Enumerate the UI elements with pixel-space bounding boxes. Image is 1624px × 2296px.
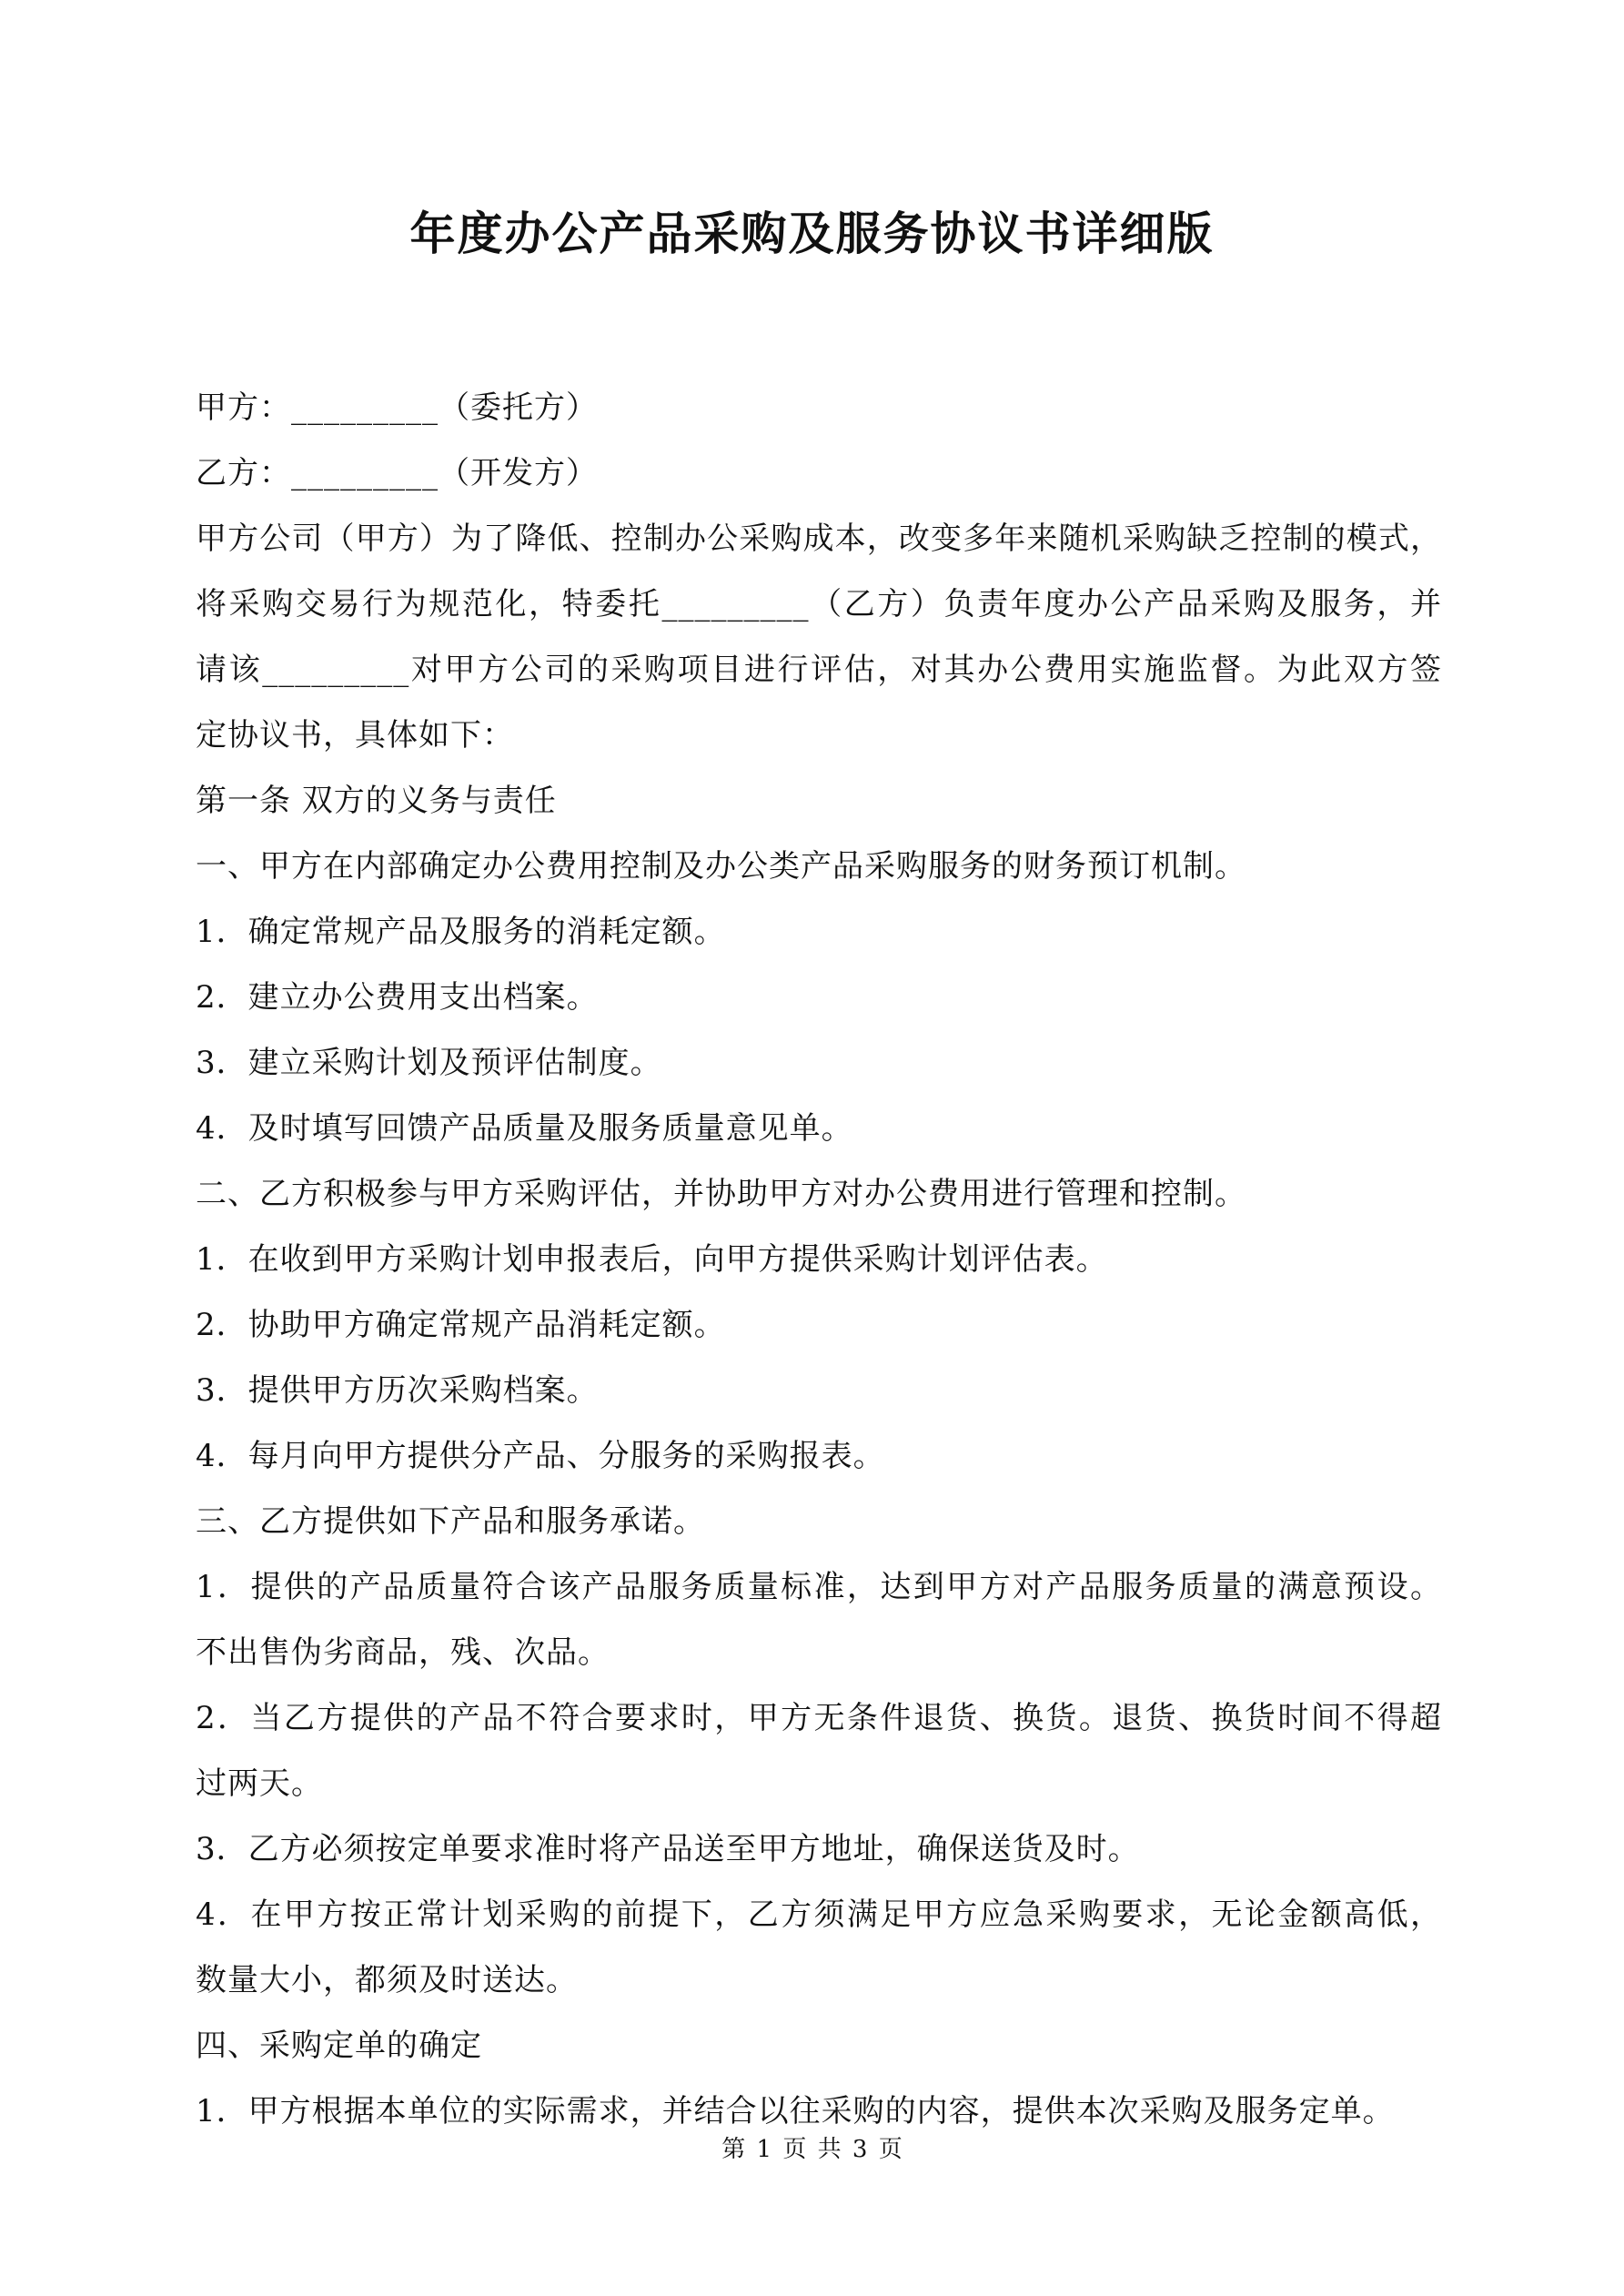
- page-number-footer: 第 1 页 共 3 页: [721, 2136, 903, 2163]
- list-item: 1．在收到甲方采购计划申报表后，向甲方提供采购计划评估表。: [196, 1241, 1108, 1278]
- list-item: 1．确定常规产品及服务的消耗定额。: [196, 914, 726, 950]
- list-item-continuation: 不出售伪劣商品，残、次品。: [196, 1634, 610, 1671]
- section-heading: 一、甲方在内部确定办公费用控制及办公类产品采购服务的财务预订机制。: [196, 848, 1246, 885]
- section-heading: 三、乙方提供如下产品和服务承诺。: [196, 1503, 705, 1540]
- list-item-continuation: 数量大小，都须及时送达。: [196, 1962, 578, 1998]
- party-a-line: 甲方：_________（委托方）: [196, 389, 598, 426]
- document-body: [196, 375, 1442, 2144]
- list-item: 1．甲方根据本单位的实际需求，并结合以往采购的内容，提供本次采购及服务定单。: [196, 2093, 1395, 2129]
- list-item: 2．建立办公费用支出档案。: [196, 979, 599, 1016]
- list-item: 4．每月向甲方提供分产品、分服务的采购报表。: [196, 1438, 885, 1474]
- list-item: 4．在甲方按正常计划采购的前提下，乙方须满足甲方应急采购要求，无论金额高低，: [196, 1896, 1442, 1933]
- list-item: 3．乙方必须按定单要求准时将产品送至甲方地址，确保送货及时。: [196, 1831, 1140, 1867]
- party-b-line: 乙方：_________（开发方）: [196, 455, 598, 491]
- list-item: 3．提供甲方历次采购档案。: [196, 1372, 599, 1409]
- preamble-line: 请该_________对甲方公司的采购项目进行评估，对其办公费用实施监督。为此双方签: [196, 652, 1442, 688]
- section-heading: 四、采购定单的确定: [196, 2028, 482, 2064]
- list-item: 3．建立采购计划及预评估制度。: [196, 1045, 662, 1081]
- preamble-line: 甲方公司（甲方）为了降低、控制办公采购成本，改变多年来随机采购缺乏控制的模式，: [196, 521, 1442, 557]
- article-heading: 第一条 双方的义务与责任: [196, 783, 557, 819]
- list-item: 1．提供的产品质量符合该产品服务质量标准，达到甲方对产品服务质量的满意预设。: [196, 1569, 1442, 1605]
- document-title: 年度办公产品采购及服务协议书详细版: [409, 207, 1215, 260]
- list-item-continuation: 过两天。: [196, 1765, 323, 1802]
- list-item: 2．协助甲方确定常规产品消耗定额。: [196, 1307, 726, 1343]
- list-item: 2．当乙方提供的产品不符合要求时，甲方无条件退货、换货。退货、换货时间不得超: [196, 1700, 1442, 1736]
- section-heading: 二、乙方积极参与甲方采购评估，并协助甲方对办公费用进行管理和控制。: [196, 1176, 1246, 1212]
- list-item: 4．及时填写回馈产品质量及服务质量意见单。: [196, 1110, 853, 1147]
- preamble-line: 将采购交易行为规范化，特委托_________（乙方）负责年度办公产品采购及服务，并: [196, 586, 1442, 622]
- preamble-line: 定协议书，具体如下：: [196, 717, 514, 754]
